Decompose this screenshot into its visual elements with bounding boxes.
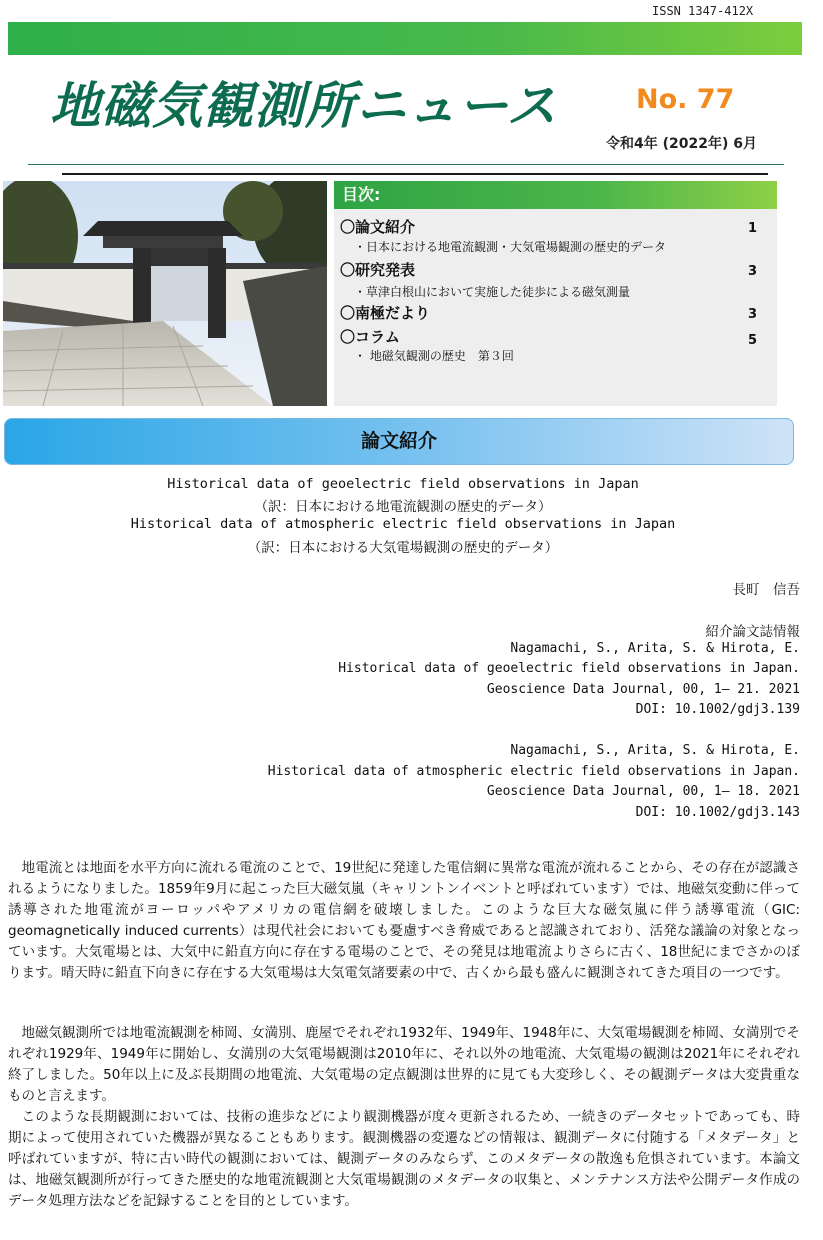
toc-page-number: 3: [748, 264, 758, 279]
reference-authors: Nagamachi, S., Arita, S. & Hirota, E.: [510, 743, 800, 758]
table-of-contents: [334, 181, 777, 406]
toc-heading: 目次:: [334, 181, 777, 209]
toc-item-paper-review[interactable]: 〇論文紹介: [340, 218, 416, 236]
reference-title: Historical data of geoelectric field observations in Japan.: [338, 661, 800, 676]
reference-authors: Nagamachi, S., Arita, S. & Hirota, E.: [510, 641, 800, 656]
toc-subitem[interactable]: ・ 地磁気観測の歴史 第３回: [354, 349, 514, 363]
reference-doi[interactable]: DOI: 10.1002/gdj3.143: [635, 805, 800, 820]
paper-title-en-1: Historical data of geoelectric field observations in Japan: [167, 476, 639, 492]
paper-title-ja-1: （訳：日本における地電流観測の歴史的データ）: [254, 499, 552, 515]
reference-doi[interactable]: DOI: 10.1002/gdj3.139: [635, 702, 800, 717]
toc-page-number: 3: [748, 307, 758, 322]
reference-heading: 紹介論文誌情報: [705, 624, 800, 640]
header-rule: [28, 164, 784, 165]
toc-item-antarctica[interactable]: 〇南極だより: [340, 304, 431, 322]
newsletter-title: 地磁気観測所ニュース: [50, 77, 558, 135]
issue-date: 令和4年 (2022年) 6月: [606, 136, 757, 152]
toc-item-column[interactable]: 〇コラム: [340, 328, 400, 346]
body-paragraph-3: このような長期観測においては、技術の進歩などにより観測機器が度々更新されるため、一続きのデータセットであっても、時期によって使用されていた機器が異なることもあります。観測機器の変遷などの情報は、観測データに付随する「メタデータ」と呼ばれていますが、特に古い時代の観測においては、観測データのみならず、このメタデータの散逸も危惧されています。本論文は、地磁気観測所が行ってきた歴史的な地電流観測と大気電場観測のメタデータの収集と、メンテナンス方法や公開データ作成のデータ処理方法などを記録することを目的としています。: [8, 1109, 800, 1209]
toc-subitem[interactable]: ・草津白根山において実施した徒歩による磁気測量: [354, 285, 631, 299]
issn-number: ISSN 1347-412X: [652, 4, 754, 18]
toc-item-research[interactable]: 〇研究発表: [340, 261, 416, 279]
toc-subitem[interactable]: ・日本における地電流観測・大気電場観測の歴史的データ: [354, 240, 667, 254]
header-green-bar: [8, 22, 802, 55]
body-paragraph-1: 地電流とは地面を水平方向に流れる電流のことで、19世紀に発達した電信網に異常な電流が流れることから、その存在が認識されるようになりました。1859年9月に起こった巨大磁気嵐（キャリントンイベントと呼ばれています）では、地磁気変動に伴って誘導された地電流がヨーロッパやアメリカの電信網を破壊しました。このような巨大な磁気嵐に伴う誘導電流（GIC: geomagnetically induced currents）は現代社会においても憂慮すべき脅威であると認識されており、活発な議論の対象となっています。大気電場とは、大気中に鉛直方向に存在する電場のことで、その発見は地電流よりさらに古く、18世紀にまでさかのぼります。晴天時に鉛直下向きに存在する大気電場は大気電気諸要素の中で、古くから最も盛んに観測されてきた項目の一つです。: [8, 860, 800, 981]
toc-page-number: 1: [748, 221, 758, 236]
cover-photo-gate: [3, 181, 327, 406]
author-name: 長町 信吾: [732, 582, 800, 598]
reference-title: Historical data of atmospheric electric field observations in Japan.: [267, 764, 800, 779]
body-paragraph-2: 地磁気観測所では地電流観測を柿岡、女満別、鹿屋でそれぞれ1932年、1949年、1948年に、大気電場観測を柿岡、女満別でそれぞれ1929年、1949年に開始し、女満別の大気電場観測は2010年に、それ以外の地電流、大気電場の観測は2021年にそれぞれ終了しました。50年以上に及ぶ長期間の地電流、大気電場の定点観測は世界的に見ても大変珍しく、その観測データは大変貴重なものと言えます。: [8, 1025, 800, 1104]
toc-page-number: 5: [748, 333, 758, 348]
reference-journal: Geoscience Data Journal, 00, 1– 18. 2021: [486, 784, 800, 799]
paper-title-en-2: Historical data of atmospheric electric field observations in Japan: [130, 516, 676, 532]
section-banner: 論文紹介: [4, 418, 794, 465]
reference-journal: Geoscience Data Journal, 00, 1– 21. 2021: [486, 682, 800, 697]
paper-title-ja-2: （訳：日本における大気電場観測の歴史的データ）: [247, 540, 559, 556]
header-rule-dark: [62, 173, 768, 175]
issue-number: No. 77: [636, 84, 735, 115]
cover-photo-illustration: [3, 181, 327, 406]
